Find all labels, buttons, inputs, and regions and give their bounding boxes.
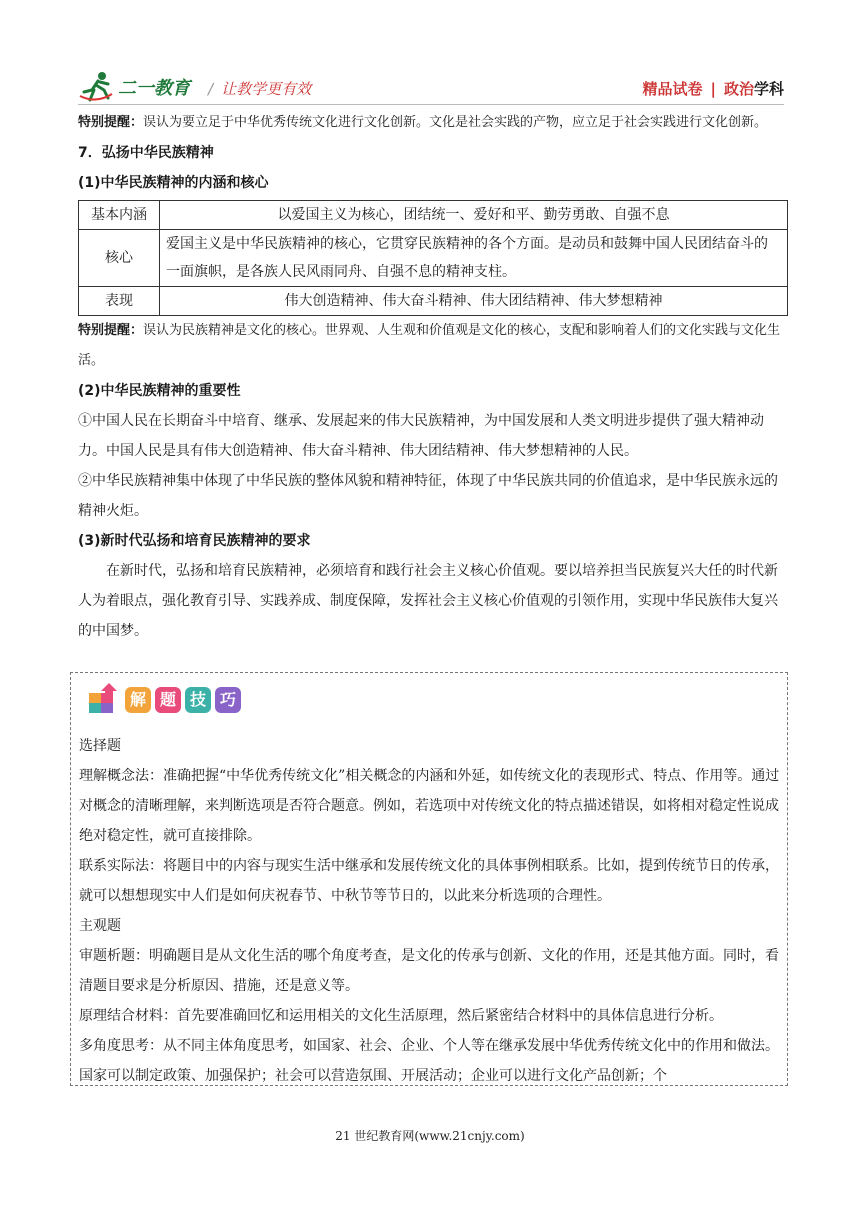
table-row-label: 核心 <box>79 230 160 287</box>
spirit-table <box>78 200 788 316</box>
puzzle-icon <box>87 681 121 715</box>
table-row-label: 表现 <box>79 287 160 316</box>
spirit-note-label: 特别提醒： <box>78 323 144 338</box>
table-row-content: 以爱国主义为核心，团结统一、爱好和平、勤劳勇敢、自强不息 <box>160 201 788 230</box>
table-row-label: 基本内涵 <box>79 201 160 230</box>
slogan-text: 让教学更有效 <box>221 80 312 98</box>
page-footer: 21 世纪教育网(www.21cnjy.com) <box>335 1129 525 1143</box>
tips-body <box>79 731 785 1091</box>
table-row <box>79 201 788 230</box>
subsection-1-title: (1)中华民族精神的内涵和核心 <box>78 175 269 191</box>
tips-title-chip: 巧 <box>215 687 241 713</box>
tips-heading-subjective: 主观题 <box>79 918 121 934</box>
main-content <box>78 108 786 646</box>
intro-note-text: 误认为要立足于中华优秀传统文化进行文化创新。文化是社会实践的产物，应立足于社会实践进行文化创新。 <box>143 115 768 130</box>
solving-tips-box <box>70 672 788 1086</box>
subsection-3-title: (3)新时代弘扬和培育民族精神的要求 <box>78 533 311 549</box>
header-subject-prefix: 政治 <box>723 80 754 98</box>
tips-title-chip: 题 <box>155 687 181 713</box>
tips-line: 理解概念法：准确把握“中华优秀传统文化”相关概念的内涵和外延，如传统文化的表现形式、特点、作用等。通过对概念的清晰理解，来判断选项是否符合题意。例如，若选项中对传统文化的特点描述错误，如将相对稳定性说成绝对稳定性，就可直接排除。 <box>79 768 780 844</box>
spirit-note-text: 误认为民族精神是文化的核心。世界观、人生观和价值观是文化的核心，支配和影响着人们的文化实践与文化生活。 <box>78 323 781 368</box>
header-slogan: / 让教学更有效 <box>208 80 312 98</box>
intro-note <box>78 108 786 138</box>
section-7-title: 7．弘扬中华民族精神 <box>78 145 214 161</box>
table-row <box>79 230 788 287</box>
requirements-paragraph: 在新时代，弘扬和培育民族精神，必须培育和践行社会主义核心价值观。要以培养担当民族复兴大任的时代新人为着眼点，强化教育引导、实践养成、制度保障，发挥社会主义核心价值观的引领作用，实现中华民族伟大复兴的中国梦。 <box>78 563 778 639</box>
subsection-2-title: (2)中华民族精神的重要性 <box>78 383 241 399</box>
header-divider <box>78 104 784 105</box>
header-category: 精品试卷 <box>642 80 703 98</box>
importance-point-1: ①中国人民在长期奋斗中培育、继承、发展起来的伟大民族精神，为中国发展和人类文明进步提供了强大精神动力。中国人民是具有伟大创造精神、伟大奋斗精神、伟大团结精神、伟大梦想精神的人民。 <box>78 413 764 459</box>
header-subject: 精品试卷 | 政治学科 <box>642 80 784 98</box>
table-row <box>79 287 788 316</box>
importance-point-2: ②中华民族精神集中体现了中华民族的整体风貌和精神特征，体现了中华民族共同的价值追求，是中华民族永远的精神火炬。 <box>78 473 778 519</box>
table-row-content: 爱国主义是中华民族精神的核心，它贯穿民族精神的各个方面。是动员和鼓舞中国人民团结奋斗的一面旗帜，是各族人民风雨同舟、自强不息的精神支柱。 <box>160 230 788 287</box>
tips-line: 联系实际法：将题目中的内容与现实生活中继承和发展传统文化的具体事例相联系。比如，提到传统节日的传承，就可以想想现实中人们是如何庆祝春节、中秋节等节日的，以此来分析选项的合理性。 <box>79 858 779 904</box>
spirit-note <box>78 316 786 376</box>
table-row-content: 伟大创造精神、伟大奋斗精神、伟大团结精神、伟大梦想精神 <box>160 287 788 316</box>
logo-text: 二一教育 <box>118 78 190 99</box>
intro-note-label: 特别提醒： <box>78 115 144 130</box>
header-subject-suffix: 学科 <box>753 80 784 98</box>
tips-title <box>81 681 251 715</box>
tips-heading-objective: 选择题 <box>79 738 121 754</box>
tips-title-chip: 技 <box>185 687 211 713</box>
tips-line: 多角度思考：从不同主体角度思考，如国家、社会、企业、个人等在继承发展中华优秀传统文化中的作用和做法。国家可以制定政策、加强保护；社会可以营造氛围、开展活动；企业可以进行文化产品创新；个 <box>79 1038 779 1084</box>
tips-line: 审题析题：明确题目是从文化生活的哪个角度考查，是文化的传承与创新、文化的作用，还是其他方面。同时，看清题目要求是分析原因、措施，还是意义等。 <box>79 948 779 994</box>
tips-title-chip: 解 <box>125 687 151 713</box>
tips-line: 原理结合材料：首先要准确回忆和运用相关的文化生活原理，然后紧密结合材料中的具体信息进行分析。 <box>79 1008 723 1024</box>
